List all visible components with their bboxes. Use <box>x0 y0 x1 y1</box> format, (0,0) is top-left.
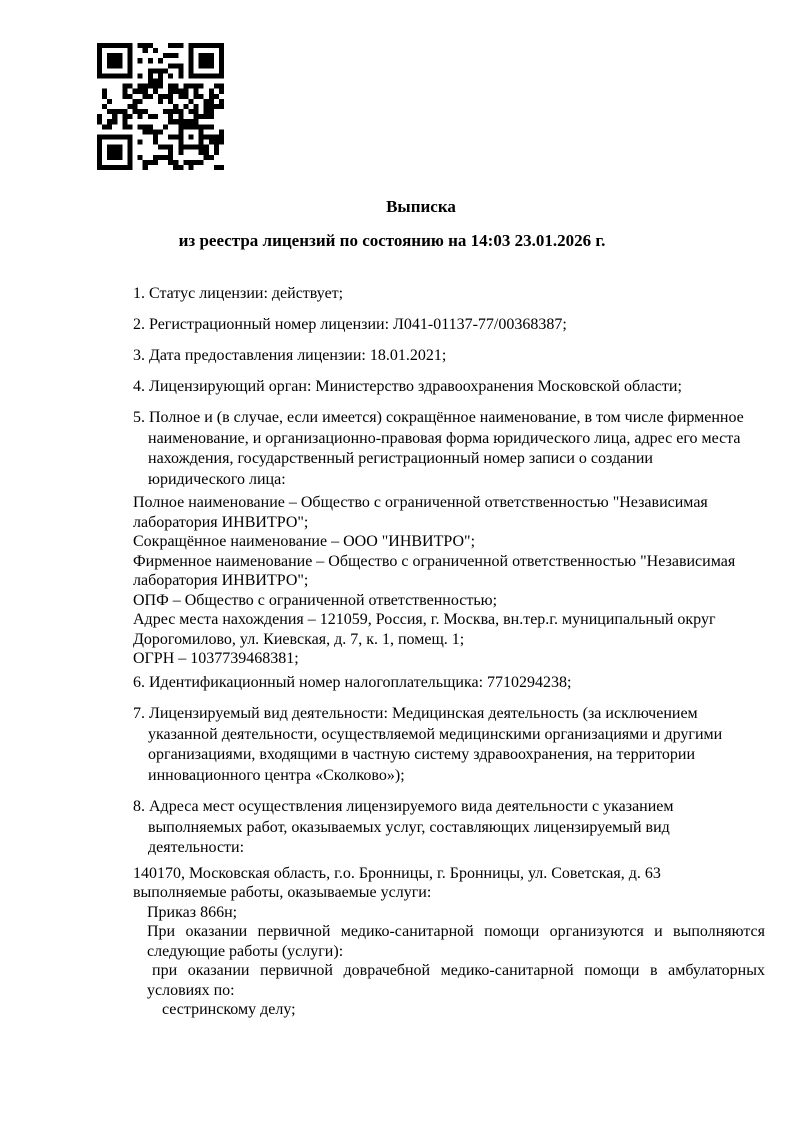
text-line: ОПФ – Общество с ограниченной ответственностью; <box>133 591 498 609</box>
qr-code-graphic <box>97 43 224 170</box>
license-field-7 <box>133 704 765 786</box>
text-line: Дорогомилово, ул. Киевская, д. 7, к. 1, помещ. 1; <box>133 630 465 648</box>
text-line: 8. Адреса мест осуществления лицензируемого вида деятельности с указанием <box>133 798 674 815</box>
text-line: при оказании первичной доврачебной медико-санитарной помощи в амбулаторных <box>152 962 765 979</box>
text-line: деятельности: <box>148 839 245 856</box>
text-line: условиях по: <box>147 981 235 999</box>
license-field-line: 2. Регистрационный номер лицензии: Л041-01137-77/00368387; <box>133 316 567 333</box>
text-line: выполняемых работ, оказываемых услуг, составляющих лицензируемый вид <box>148 818 670 836</box>
text-line: 140170, Московская область, г.о. Бронницы, г. Бронницы, ул. Советская, д. 63 <box>133 864 661 882</box>
license-field-8 <box>133 797 765 859</box>
text-line: 5. Полное и (в случае, если имеется) сокращённое наименование, в том числе фирменное <box>133 409 744 426</box>
text-line: организациями, входящими в частную систему здравоохранения, на территории <box>148 746 696 763</box>
text-line: ОГРН – 1037739468381; <box>133 650 299 667</box>
text-line: следующие работы (услуги): <box>147 942 344 960</box>
license-field-line: 4. Лицензирующий орган: Министерство здравоохранения Московской области; <box>133 378 682 395</box>
text-line: указанной деятельности, осуществляемой медицинскими организациями и другими <box>148 725 723 743</box>
license-fields-1-4 <box>133 284 765 397</box>
license-field-line: 3. Дата предоставления лицензии: 18.01.2021; <box>133 347 447 364</box>
text-line: наименование, и организационно-правовая форма юридического лица, адрес его места <box>148 429 741 447</box>
text-line: Приказ 866н; <box>147 903 238 921</box>
text-line: лаборатория ИНВИТРО"; <box>133 572 309 589</box>
organization-details <box>133 493 765 669</box>
text-line: 7. Лицензируемый вид деятельности: Медицинская деятельность (за исключением <box>133 705 698 722</box>
document-title: Выписка <box>386 197 456 216</box>
text-line: Фирменное наименование – Общество с ограниченной ответственностью "Независимая <box>133 552 736 570</box>
activity-address-block <box>133 864 765 1020</box>
text-line: лаборатория ИНВИТРО"; <box>133 513 309 531</box>
text-line: нахождения, государственный регистрационный номер записи о создании <box>148 450 653 467</box>
qr-code <box>97 43 224 170</box>
text-line: Полное наименование – Общество с ограниченной ответственностью "Независимая <box>133 494 708 511</box>
text-line: При оказании первичной медико-санитарной помощи организуются и выполняются <box>147 923 765 940</box>
text-line: юридического лица: <box>148 470 286 488</box>
license-field-6: 6. Идентификационный номер налогоплательщика: 7710294238; <box>133 673 572 691</box>
text-line: Сокращённое наименование – ООО "ИНВИТРО"; <box>133 533 476 550</box>
text-line: сестринскому делу; <box>162 1001 296 1018</box>
document-subtitle: из реестра лицензий по состоянию на 14:03 23.01.2026 г. <box>178 231 606 250</box>
text-line: Адрес места нахождения – 121059, Россия, г. Москва, вн.тер.г. муниципальный округ <box>133 611 716 628</box>
text-line: инновационного центра «Сколково»); <box>148 766 405 784</box>
text-line: выполняемые работы, оказываемые услуги: <box>133 884 432 901</box>
document-content <box>133 196 765 1020</box>
license-field-5 <box>133 408 765 490</box>
license-field-line: 1. Статус лицензии: действует; <box>133 285 344 302</box>
